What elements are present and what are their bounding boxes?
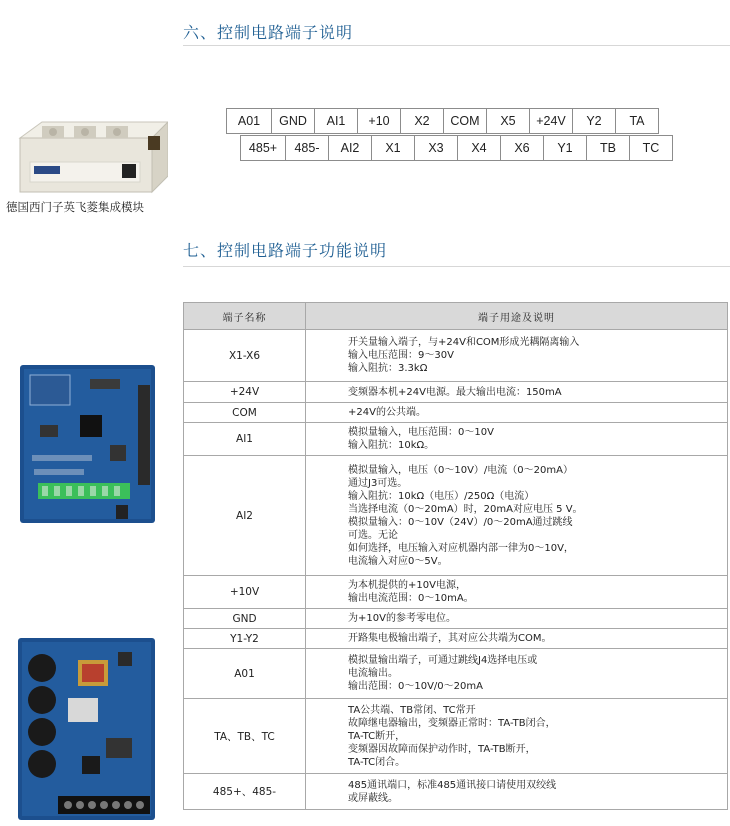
terminal-gnd: GND (271, 108, 315, 134)
description-line: TA-TC断开， (348, 730, 406, 742)
description-line: 故障继电器输出，变频器正常时：TA-TB闭合， (348, 717, 556, 729)
terminal-description-cell (306, 774, 728, 810)
terminal-x5: X5 (486, 108, 530, 134)
terminal-ta: TA (615, 108, 659, 134)
terminal-485-: 485- (285, 135, 329, 161)
table-row (184, 330, 728, 382)
terminal-name-cell: +10V (184, 576, 306, 609)
description-line: +24V的公共端。 (348, 407, 426, 418)
terminal-485-: 485+ (240, 135, 286, 161)
table-row (184, 576, 728, 609)
terminal-name-cell: AI2 (184, 456, 306, 576)
terminal-x6: X6 (500, 135, 544, 161)
terminal-name-cell: A01 (184, 649, 306, 699)
table-header-row (184, 303, 728, 330)
description-line: 电流输出。 (348, 668, 398, 679)
terminal-name-cell: +24V (184, 382, 306, 403)
description-line: 如何选择，电压输入对应机器内部一律为0～10V， (348, 542, 574, 554)
terminal-description-cell (306, 382, 728, 403)
table-row (184, 649, 728, 699)
terminal-x3: X3 (414, 135, 458, 161)
description-line: 或屏蔽线。 (348, 792, 398, 804)
description-line: 为+10V的参考零电位。 (348, 613, 456, 624)
terminal-name-cell: Y1-Y2 (184, 629, 306, 649)
description-line: 当选择电流（0～20mA）时，20mA对应电压 5 V。 (348, 503, 583, 515)
module-caption: 德国西门子英飞菱集成模块 (6, 200, 144, 214)
header-terminal-name: 端子名称 (184, 303, 306, 330)
description-line: 输出电流范围：0～10mA。 (348, 593, 474, 604)
description-line: 电流输入对应0～5V。 (348, 555, 448, 567)
table-row (184, 629, 728, 649)
terminal-ai1: AI1 (314, 108, 358, 134)
header-terminal-usage: 端子用途及说明 (306, 303, 728, 330)
description-line: 开路集电极输出端子，其对应公共端为COM。 (348, 633, 552, 644)
description-line: 通过J3可选。 (348, 477, 408, 489)
description-line: TA-TC闭合。 (348, 756, 406, 768)
terminal-description-cell (306, 649, 728, 699)
description-line: 输出范围：0～10V/0～20mA (348, 681, 483, 692)
description-line: 为本机提供的+10V电源， (348, 580, 466, 591)
table-row (184, 699, 728, 774)
description-line: 485通讯端口，标准485通讯接口请使用双绞线 (348, 779, 557, 791)
table-row (184, 456, 728, 576)
terminal-tb: TB (586, 135, 630, 161)
terminal-description-cell (306, 609, 728, 629)
terminal-row-top (227, 108, 659, 134)
terminal-tc: TC (629, 135, 673, 161)
table-row (184, 423, 728, 456)
table-row (184, 382, 728, 403)
description-line: TA公共端、TB常闭、TC常开 (348, 704, 476, 716)
table-row (184, 609, 728, 629)
description-line: 模拟量输入，电压范围：0～10V (348, 427, 494, 438)
terminal-ai2: AI2 (328, 135, 372, 161)
terminal-name-cell: TA、TB、TC (184, 699, 306, 774)
terminal-description-cell (306, 576, 728, 609)
terminal-description-cell (306, 330, 728, 382)
terminal-name-cell: AI1 (184, 423, 306, 456)
description-line: 输入阻抗：10kΩ（电压）/250Ω（电流） (348, 490, 535, 502)
description-line: 输入阻抗：10kΩ。 (348, 440, 435, 451)
terminal--24v: +24V (529, 108, 573, 134)
terminal--10: +10 (357, 108, 401, 134)
terminal-y2: Y2 (572, 108, 616, 134)
terminal-y1: Y1 (543, 135, 587, 161)
terminal-name-cell: GND (184, 609, 306, 629)
description-line: 模拟量输入，电压（0～10V）/电流（0～20mA） (348, 464, 573, 476)
description-line: 变频器因故障而保护动作时，TA-TB断开， (348, 743, 536, 755)
terminal-description-cell (306, 423, 728, 456)
description-line: 可选。无论 (348, 529, 398, 541)
description-line: 输入电压范围：9～30V (348, 350, 454, 361)
terminal-com: COM (443, 108, 487, 134)
description-line: 开关量输入端子，与+24V和COM形成光耦隔离输入 (348, 337, 580, 348)
terminal-name-cell: 485+、485- (184, 774, 306, 810)
description-line: 模拟量输出端子，可通过跳线J4选择电压或 (348, 655, 538, 666)
terminal-name-cell: X1-X6 (184, 330, 306, 382)
section6-title: 六、控制电路端子说明 (183, 23, 354, 42)
terminal-row-bottom (241, 135, 673, 161)
terminal-x2: X2 (400, 108, 444, 134)
table-row (184, 403, 728, 423)
terminal-a01: A01 (226, 108, 272, 134)
section7-divider (183, 266, 730, 267)
section7-title: 七、控制电路端子功能说明 (183, 241, 388, 260)
table-row (184, 774, 728, 810)
control-board-image (20, 365, 155, 523)
section6-divider (183, 45, 730, 46)
terminal-description-cell (306, 699, 728, 774)
terminal-function-table (183, 302, 728, 810)
power-board-image (18, 638, 155, 820)
terminal-description-cell (306, 629, 728, 649)
terminal-x4: X4 (457, 135, 501, 161)
description-line: 模拟量输入：0～10V（24V）/0～20mA通过跳线 (348, 516, 573, 528)
terminal-description-cell (306, 456, 728, 576)
description-line: 输入阻抗：3.3kΩ (348, 363, 428, 374)
terminal-description-cell (306, 403, 728, 423)
terminal-x1: X1 (371, 135, 415, 161)
igbt-module-image (12, 118, 168, 196)
description-line: 变频器本机+24V电源。最大输出电流：150mA (348, 386, 562, 398)
terminal-name-cell: COM (184, 403, 306, 423)
